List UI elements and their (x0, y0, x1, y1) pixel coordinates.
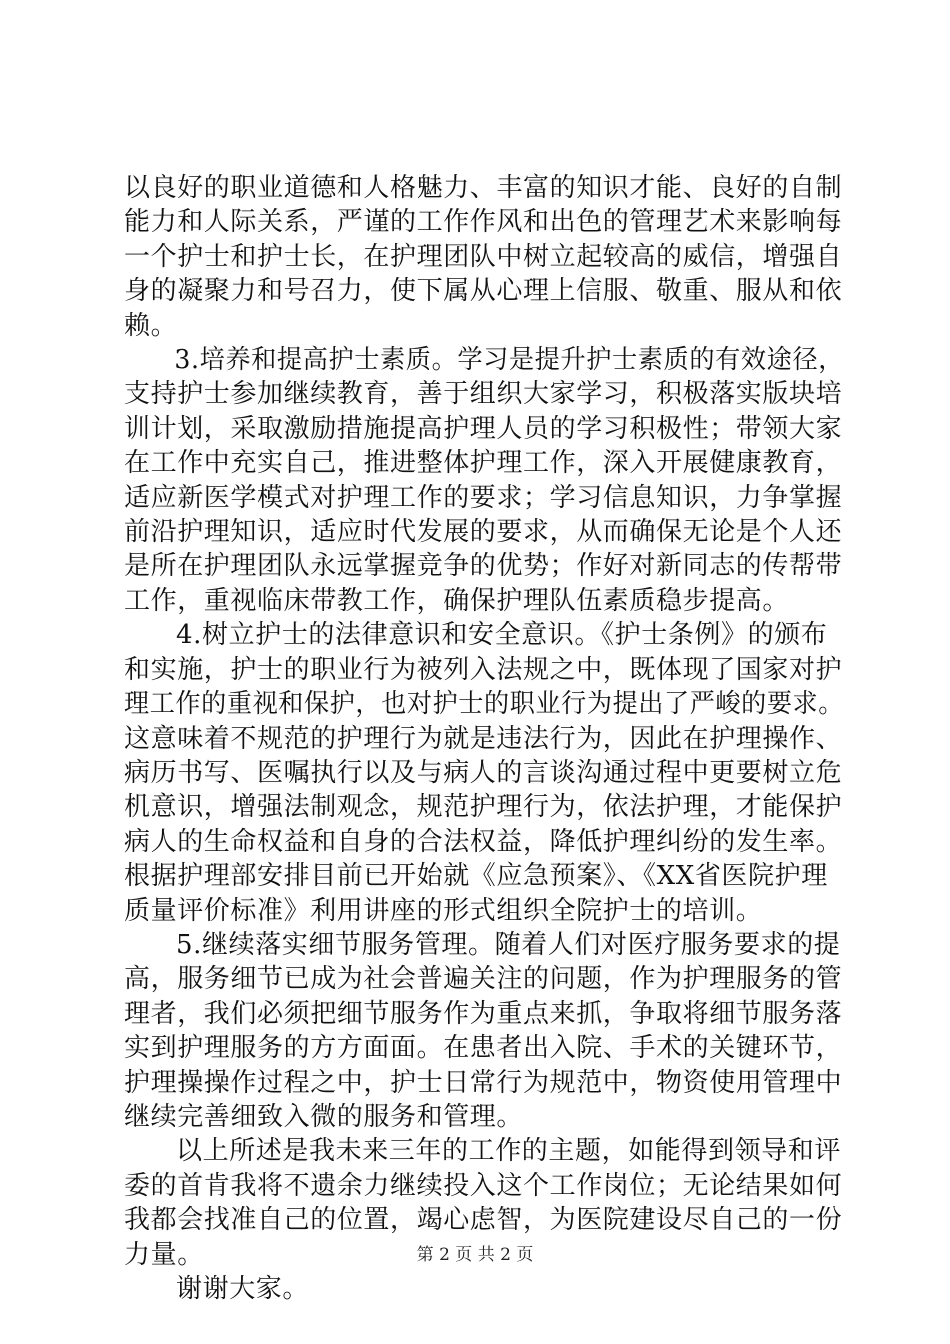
paragraph-line: 适应新医学模式对护理工作的要求；学习信息知识，力争掌握 (124, 482, 843, 513)
paragraph-line: 质量评价标准》利用讲座的形式组织全院护士的培训。 (124, 895, 763, 926)
paragraph-line: 这意味着不规范的护理行为就是违法行为，因此在护理操作、 (124, 723, 843, 754)
paragraph-line: 能力和人际关系，严谨的工作作风和出色的管理艺术来影响每 (124, 207, 843, 238)
paragraph-line: 以上所述是我未来三年的工作的主题，如能得到领导和评 (176, 1136, 842, 1167)
paragraph-line: 实到护理服务的方方面面。在患者出入院、手术的关键环节， (124, 1033, 843, 1064)
paragraph-line: 继续完善细致入微的服务和管理。 (124, 1101, 524, 1132)
paragraph-line: 病人的生命权益和自身的合法权益，降低护理纠纷的发生率。 (124, 826, 843, 857)
paragraph-line: 病历书写、医嘱执行以及与病人的言谈沟通过程中更要树立危 (124, 757, 843, 788)
paragraph-line: 和实施，护士的职业行为被列入法规之中，既体现了国家对护 (124, 654, 843, 685)
paragraph-line: 理者，我们必须把细节服务作为重点来抓，争取将细节服务落 (124, 998, 843, 1029)
document-body (124, 171, 844, 1306)
paragraph-line: 5.继续落实细节服务管理。随着人们对医疗服务要求的提 (176, 929, 841, 960)
paragraph-line: 3.培养和提高护士素质。学习是提升护士素质的有效途径， (174, 345, 844, 376)
paragraph-line: 身的凝聚力和号召力，使下属从心理上信服、敬重、服从和依 (124, 276, 843, 307)
paragraph (124, 1272, 844, 1306)
paragraph (124, 618, 844, 928)
paragraph-line: 我都会找准自己的位置，竭心虑智，为医院建设尽自己的一份 (124, 1205, 843, 1236)
paragraph-line: 高，服务细节已成为社会普遍关注的问题，作为护理服务的管 (124, 964, 843, 995)
paragraph-line: 根据护理部安排目前已开始就《应急预案》、《XX省医院护理 (124, 861, 828, 892)
paragraph-line: 机意识，增强法制观念，规范护理行为，依法护理，才能保护 (124, 792, 843, 823)
page-number-footer: 第 2 页 共 2 页 (416, 1245, 534, 1265)
paragraph-line: 是所在护理团队永远掌握竞争的优势；作好对新同志的传帮带 (124, 551, 843, 582)
paragraph-line: 谢谢大家。 (176, 1274, 310, 1304)
paragraph-line: 工作，重视临床带教工作，确保护理队伍素质稳步提高。 (124, 585, 790, 616)
paragraph-line: 护理操操作过程之中，护士日常行为规范中，物资使用管理中 (124, 1067, 843, 1098)
paragraph-line: 训计划，采取激励措施提高护理人员的学习积极性；带领大家 (124, 413, 843, 444)
paragraph-line: 以良好的职业道德和人格魅力、丰富的知识才能、良好的自制 (124, 173, 843, 203)
paragraph (124, 171, 844, 343)
paragraph-line: 委的首肯我将不遗余力继续投入这个工作岗位；无论结果如何 (124, 1170, 843, 1201)
paragraph-line: 力量。 (124, 1239, 204, 1270)
paragraph-line: 赖。 (124, 310, 178, 341)
paragraph-line: 在工作中充实自己，推进整体护理工作，深入开展健康教育， (124, 448, 843, 479)
paragraph-line: 一个护士和护士长，在护理团队中树立起较高的威信，增强自 (124, 241, 843, 272)
paragraph-line: 4.树立护士的法律意识和安全意识。《护士条例》的颁布 (176, 620, 828, 651)
paragraph (124, 343, 844, 618)
paragraph-line: 前沿护理知识，适应时代发展的要求，从而确保无论是个人还 (124, 517, 843, 548)
paragraph-line: 支持护士参加继续教育，善于组织大家学习，积极落实版块培 (124, 379, 843, 410)
paragraph (124, 928, 844, 1134)
paragraph-line: 理工作的重视和保护，也对护士的职业行为提出了严峻的要求。 (124, 689, 844, 720)
